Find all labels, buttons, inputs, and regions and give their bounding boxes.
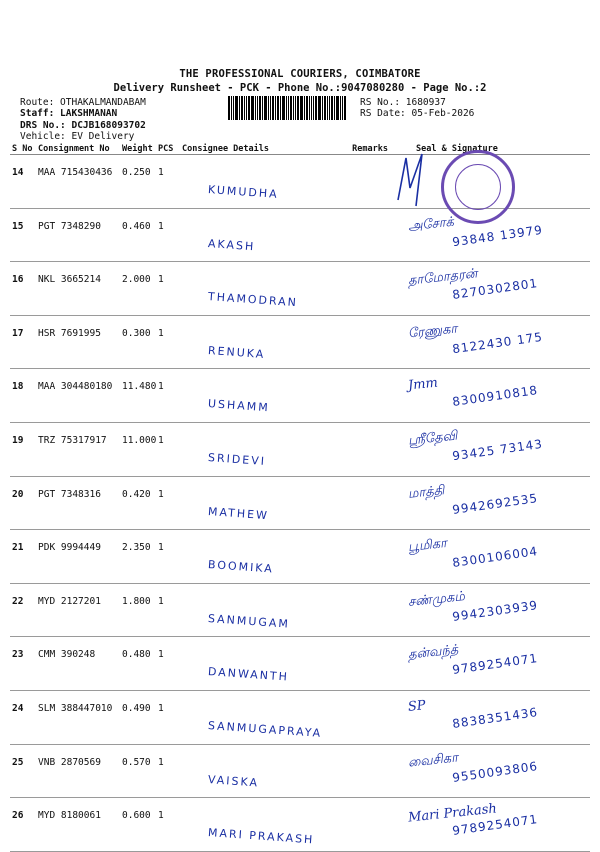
- row-pcs: 1: [156, 530, 180, 584]
- staff-label: Staff: LAKSHMANAN: [20, 108, 118, 119]
- row-consignment-no: SLM 388447010: [36, 690, 120, 744]
- barcode-bar: [327, 96, 328, 120]
- barcode-bar: [231, 96, 232, 120]
- handwritten-signature: ரேணுகா: [407, 321, 458, 342]
- table-row: [10, 369, 590, 423]
- row-sno: 14: [10, 155, 36, 209]
- barcode-bar: [297, 96, 299, 120]
- row-weight: 11.000: [120, 422, 156, 476]
- row-remarks: [332, 798, 390, 852]
- row-remarks: [332, 422, 390, 476]
- row-remarks: [332, 476, 390, 530]
- handwritten-receiver-name: AKASH: [207, 236, 256, 253]
- table-row: [10, 315, 590, 369]
- barcode-bar: [300, 96, 303, 120]
- barcode-bar: [277, 96, 279, 120]
- col-sno-header: S No: [10, 143, 36, 155]
- row-consignment-no: PGT 7348316: [36, 476, 120, 530]
- handwritten-receiver-name: BOOMIKA: [207, 558, 275, 576]
- row-consignee-details: [180, 476, 332, 530]
- col-weight-header: Weight: [120, 143, 156, 155]
- handwritten-signature: SP: [407, 698, 427, 715]
- row-sno: 22: [10, 583, 36, 637]
- handwritten-phone: 8270302801: [451, 276, 539, 303]
- barcode-bar: [313, 96, 314, 120]
- row-weight: 0.460: [120, 208, 156, 262]
- row-remarks: [332, 530, 390, 584]
- handwritten-signature: மாத்தி: [407, 482, 446, 502]
- handwritten-phone: 9789254071: [451, 812, 539, 839]
- row-weight: 0.250: [120, 155, 156, 209]
- row-pcs: 1: [156, 369, 180, 423]
- row-consignment-no: MYD 8180061: [36, 798, 120, 852]
- row-sno: 16: [10, 262, 36, 316]
- handwritten-signature: ஸ்ரீதேவி: [407, 428, 459, 449]
- row-signature: [390, 315, 590, 369]
- barcode-bar: [311, 96, 312, 120]
- table-row: [10, 422, 590, 476]
- signature-scribble-icon: [392, 150, 432, 210]
- barcode-bar: [304, 96, 305, 120]
- barcode-bar: [235, 96, 238, 120]
- table-row: [10, 798, 590, 852]
- barcode-bar: [293, 96, 294, 120]
- handwritten-receiver-name: KUMUDHA: [207, 183, 280, 201]
- barcode-bar: [270, 96, 271, 120]
- barcode-bar: [331, 96, 333, 120]
- row-sno: 24: [10, 690, 36, 744]
- handwritten-receiver-name: SANMUGAM: [207, 611, 291, 631]
- row-signature: [390, 637, 590, 691]
- handwritten-signature: தன்வந்த்: [407, 642, 459, 663]
- table-header: [10, 143, 590, 155]
- handwritten-phone: 8300106004: [451, 544, 539, 571]
- rs-date: RS Date: 05-Feb-2026: [360, 108, 475, 119]
- barcode: [228, 96, 356, 120]
- row-pcs: 1: [156, 583, 180, 637]
- handwritten-phone: 93848 13979: [451, 222, 544, 249]
- runsheet-table: [10, 143, 590, 852]
- handwritten-receiver-name: SANMUGAPRAYA: [207, 718, 323, 740]
- row-remarks: [332, 208, 390, 262]
- row-consignee-details: [180, 798, 332, 852]
- handwritten-phone: 8122430 175: [451, 329, 544, 357]
- runsheet-subtitle: Delivery Runsheet - PCK - Phone No.:9047080280 - Page No.:2: [113, 82, 487, 94]
- row-pcs: 1: [156, 262, 180, 316]
- row-weight: 0.600: [120, 798, 156, 852]
- row-sno: 18: [10, 369, 36, 423]
- row-sno: 20: [10, 476, 36, 530]
- row-remarks: [332, 583, 390, 637]
- row-signature: [390, 744, 590, 798]
- row-consignee-details: [180, 422, 332, 476]
- row-remarks: [332, 637, 390, 691]
- barcode-bar: [257, 96, 258, 120]
- row-sno: 15: [10, 208, 36, 262]
- row-pcs: 1: [156, 422, 180, 476]
- row-signature: [390, 690, 590, 744]
- row-weight: 0.420: [120, 476, 156, 530]
- barcode-bar: [306, 96, 308, 120]
- row-sno: 19: [10, 422, 36, 476]
- row-consignee-details: [180, 583, 332, 637]
- col-remarks-header: Remarks: [332, 143, 390, 155]
- row-signature: [390, 476, 590, 530]
- row-sno: 21: [10, 530, 36, 584]
- rs-number: RS No.: 1680937: [360, 97, 446, 108]
- barcode-bar: [228, 96, 230, 120]
- barcode-bar: [336, 96, 339, 120]
- barcode-bar: [275, 96, 276, 120]
- row-consignee-details: [180, 690, 332, 744]
- handwritten-phone: 9550093806: [451, 758, 539, 785]
- company-name: THE PROFESSIONAL COURIERS, COIMBATORE: [179, 68, 421, 80]
- row-weight: 0.490: [120, 690, 156, 744]
- barcode-bar: [322, 96, 323, 120]
- barcode-bar: [248, 96, 250, 120]
- handwritten-phone: 8838351436: [451, 704, 539, 731]
- row-consignee-details: [180, 744, 332, 798]
- route-label: Route: OTHAKALMANDABAM: [20, 97, 146, 108]
- row-sno: 26: [10, 798, 36, 852]
- handwritten-phone: 9789254071: [451, 651, 539, 678]
- barcode-bar: [251, 96, 254, 120]
- table-row: [10, 744, 590, 798]
- company-seal-icon: [441, 150, 515, 224]
- barcode-bar: [318, 96, 321, 120]
- handwritten-phone: 9942303939: [451, 597, 539, 624]
- handwritten-receiver-name: RENUKA: [207, 343, 266, 361]
- col-pcs-header: PCS: [156, 143, 180, 155]
- barcode-bar: [241, 96, 243, 120]
- row-consignee-details: [180, 530, 332, 584]
- table-row: [10, 637, 590, 691]
- barcode-bar: [268, 96, 269, 120]
- row-signature: [390, 369, 590, 423]
- row-signature: [390, 422, 590, 476]
- barcode-bar: [259, 96, 261, 120]
- row-pcs: 1: [156, 690, 180, 744]
- row-pcs: 1: [156, 155, 180, 209]
- row-weight: 11.480: [120, 369, 156, 423]
- barcode-bar: [280, 96, 281, 120]
- row-weight: 2.000: [120, 262, 156, 316]
- handwritten-receiver-name: MATHEW: [207, 504, 270, 522]
- row-consignee-details: [180, 262, 332, 316]
- table-row: [10, 690, 590, 744]
- row-consignment-no: NKL 3665214: [36, 262, 120, 316]
- barcode-bar: [239, 96, 240, 120]
- barcode-bar: [309, 96, 310, 120]
- handwritten-receiver-name: MARI PRAKASH: [207, 826, 315, 847]
- handwritten-signature: சண்முகம்: [407, 588, 466, 610]
- handwritten-signature: அசோக்: [407, 214, 455, 234]
- row-consignment-no: MYD 2127201: [36, 583, 120, 637]
- table-row: [10, 530, 590, 584]
- row-sno: 23: [10, 637, 36, 691]
- handwritten-receiver-name: THAMODRAN: [207, 290, 299, 310]
- row-pcs: 1: [156, 798, 180, 852]
- row-consignment-no: TRZ 75317917: [36, 422, 120, 476]
- row-consignee-details: [180, 637, 332, 691]
- row-signature: [390, 798, 590, 852]
- row-signature: [390, 262, 590, 316]
- handwritten-receiver-name: VAISKA: [207, 772, 260, 790]
- row-sno: 17: [10, 315, 36, 369]
- row-remarks: [332, 155, 390, 209]
- handwritten-signature: Jmm: [407, 375, 439, 394]
- barcode-bar: [290, 96, 292, 120]
- barcode-bar: [286, 96, 287, 120]
- barcode-bar: [264, 96, 267, 120]
- table-row: [10, 262, 590, 316]
- row-signature: [390, 583, 590, 637]
- row-consignment-no: VNB 2870569: [36, 744, 120, 798]
- barcode-bar: [324, 96, 326, 120]
- barcode-bar: [244, 96, 245, 120]
- handwritten-phone: 93425 73143: [451, 436, 544, 464]
- barcode-bar: [272, 96, 274, 120]
- barcode-bar: [334, 96, 335, 120]
- barcode-bar: [344, 96, 346, 120]
- barcode-bar: [342, 96, 343, 120]
- barcode-bar: [329, 96, 330, 120]
- col-details-header: Consignee Details: [180, 143, 332, 155]
- handwritten-receiver-name: DANWANTH: [207, 665, 290, 684]
- row-consignment-no: PGT 7348290: [36, 208, 120, 262]
- row-consignee-details: [180, 369, 332, 423]
- row-weight: 0.570: [120, 744, 156, 798]
- row-pcs: 1: [156, 476, 180, 530]
- row-consignment-no: HSR 7691995: [36, 315, 120, 369]
- row-remarks: [332, 690, 390, 744]
- handwritten-signature: Mari Prakash: [407, 801, 498, 826]
- row-sno: 25: [10, 744, 36, 798]
- row-weight: 0.480: [120, 637, 156, 691]
- row-remarks: [332, 744, 390, 798]
- barcode-bar: [282, 96, 285, 120]
- vehicle-label: Vehicle: EV Delivery: [20, 131, 135, 142]
- row-consignment-no: MAA 304480180: [36, 369, 120, 423]
- row-pcs: 1: [156, 744, 180, 798]
- row-weight: 0.300: [120, 315, 156, 369]
- barcode-bar: [255, 96, 256, 120]
- table-row: [10, 583, 590, 637]
- barcode-bar: [288, 96, 289, 120]
- handwritten-receiver-name: USHAMM: [207, 397, 271, 415]
- row-remarks: [332, 369, 390, 423]
- drs-number: DRS No.: DCJB168093702: [20, 120, 146, 131]
- barcode-bar: [340, 96, 341, 120]
- col-consignment-header: Consignment No: [36, 143, 120, 155]
- row-weight: 1.800: [120, 583, 156, 637]
- row-pcs: 1: [156, 208, 180, 262]
- row-pcs: 1: [156, 637, 180, 691]
- table-row: [10, 208, 590, 262]
- barcode-bar: [315, 96, 317, 120]
- row-consignee-details: [180, 155, 332, 209]
- barcode-bar: [246, 96, 247, 120]
- table-row: [10, 476, 590, 530]
- barcode-bar: [262, 96, 263, 120]
- handwritten-signature: பூமிகா: [407, 536, 448, 556]
- row-consignment-no: MAA 715430436: [36, 155, 120, 209]
- handwritten-receiver-name: SRIDEVI: [207, 450, 267, 469]
- row-weight: 2.350: [120, 530, 156, 584]
- barcode-bar: [295, 96, 296, 120]
- row-consignment-no: PDK 9994449: [36, 530, 120, 584]
- handwritten-signature: வைசிகா: [407, 749, 459, 771]
- row-consignment-no: CMM 390248: [36, 637, 120, 691]
- handwritten-signature: தாமோதரன்: [407, 266, 479, 289]
- handwritten-phone: 9942692535: [451, 490, 539, 517]
- row-pcs: 1: [156, 315, 180, 369]
- row-consignee-details: [180, 208, 332, 262]
- handwritten-phone: 8300910818: [451, 383, 539, 410]
- barcode-bar: [233, 96, 234, 120]
- col-seal-header: Seal & Signature: [390, 143, 590, 155]
- row-remarks: [332, 262, 390, 316]
- row-signature: [390, 530, 590, 584]
- row-remarks: [332, 315, 390, 369]
- row-consignee-details: [180, 315, 332, 369]
